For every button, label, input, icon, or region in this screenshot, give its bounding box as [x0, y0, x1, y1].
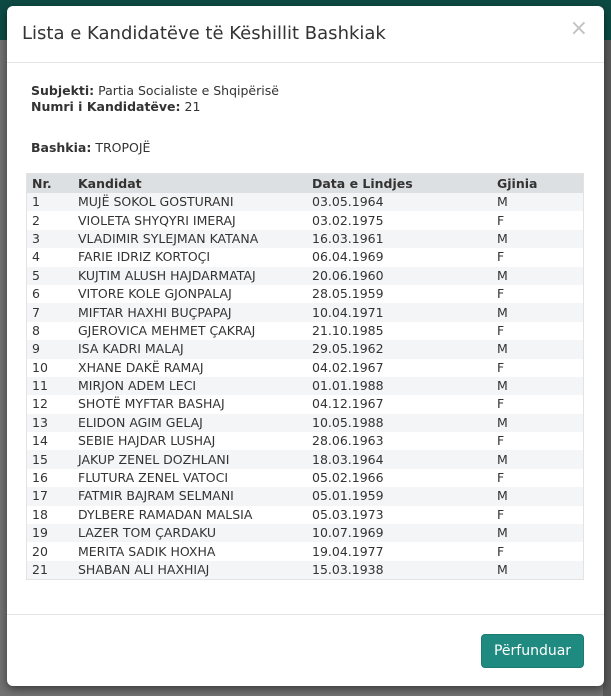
cell-nr: 3: [32, 230, 40, 246]
table-row: [27, 377, 584, 395]
cell-data-lindjes: 05.03.1973: [312, 506, 384, 522]
cell-nr: 18: [32, 506, 48, 522]
cell-gjinia: M: [497, 378, 508, 394]
column-header-data-lindjes: Data e Lindjes: [312, 176, 413, 191]
cell-kandidat: MIRJON ADEM LECI: [78, 378, 197, 394]
cell-kandidat: VLADIMIR SYLEJMAN KATANA: [78, 230, 259, 246]
cell-data-lindjes: 16.03.1961: [312, 230, 384, 246]
table-row: [27, 359, 584, 377]
cell-data-lindjes: 06.04.1969: [312, 249, 384, 265]
cell-gjinia: F: [497, 396, 505, 412]
cell-gjinia: F: [497, 322, 505, 338]
cell-kandidat: VITORE KOLE GJONPALAJ: [78, 286, 232, 302]
cell-nr: 19: [32, 525, 48, 541]
table-row: [27, 248, 584, 266]
cell-kandidat: SHABAN ALI HAXHIAJ: [78, 562, 210, 577]
table-row: [27, 487, 584, 505]
cell-data-lindjes: 28.05.1959: [312, 286, 384, 302]
cell-kandidat: MIFTAR HAXHI BUÇPAPAJ: [78, 304, 232, 320]
numri-line: [31, 99, 584, 115]
cell-gjinia: M: [497, 562, 508, 577]
cell-nr: 20: [32, 543, 48, 559]
cell-gjinia: F: [497, 359, 505, 375]
cell-gjinia: F: [497, 506, 505, 522]
table-row: [27, 193, 584, 211]
cell-data-lindjes: 03.05.1964: [312, 194, 384, 210]
table-row: [27, 322, 584, 340]
bashkia-value: TROPOJË: [95, 140, 151, 155]
cell-data-lindjes: 04.02.1967: [312, 359, 384, 375]
cell-gjinia: M: [497, 414, 508, 430]
modal-body: [7, 63, 604, 577]
subjekti-value: Partia Socialiste e Shqipërisë: [98, 83, 279, 98]
cell-data-lindjes: 19.04.1977: [312, 543, 384, 559]
cell-nr: 13: [32, 414, 48, 430]
cell-kandidat: GJEROVICA MEHMET ÇAKRAJ: [78, 322, 256, 338]
cell-kandidat: XHANE DAKË RAMAJ: [78, 359, 204, 375]
table-row: [27, 285, 584, 303]
table-row: [27, 414, 584, 432]
cell-nr: 7: [32, 304, 40, 320]
cell-nr: 1: [32, 194, 40, 210]
table-row: [27, 267, 584, 285]
bashkia-label: Bashkia:: [31, 140, 92, 155]
cell-nr: 15: [32, 451, 48, 467]
cell-kandidat: SHOTË MYFTAR BASHAJ: [78, 396, 225, 412]
table-row: [27, 542, 584, 560]
finish-button[interactable]: Përfunduar: [481, 634, 584, 668]
cell-data-lindjes: 03.02.1975: [312, 212, 384, 228]
table-row: [27, 303, 584, 321]
table-row: [27, 450, 584, 468]
cell-kandidat: ELIDON AGIM GELAJ: [78, 414, 203, 430]
cell-data-lindjes: 29.05.1962: [312, 341, 384, 357]
cell-data-lindjes: 21.10.1985: [312, 322, 384, 338]
cell-nr: 17: [32, 488, 48, 504]
cell-data-lindjes: 04.12.1967: [312, 396, 384, 412]
cell-gjinia: M: [497, 267, 508, 283]
cell-gjinia: F: [497, 470, 505, 486]
cell-gjinia: M: [497, 304, 508, 320]
cell-gjinia: M: [497, 488, 508, 504]
cell-data-lindjes: 10.07.1969: [312, 525, 384, 541]
table-row: [27, 506, 584, 524]
cell-kandidat: ISA KADRI MALAJ: [78, 341, 184, 357]
table-row: [27, 211, 584, 229]
table-row: [27, 432, 584, 450]
column-header-gjinia: Gjinia: [497, 176, 538, 191]
cell-kandidat: FLUTURA ZENEL VATOCI: [78, 470, 229, 486]
cell-nr: 6: [32, 286, 40, 302]
subjekti-label: Subjekti:: [31, 83, 95, 98]
cell-data-lindjes: 05.02.1966: [312, 470, 384, 486]
cell-nr: 9: [32, 341, 40, 357]
cell-data-lindjes: 15.03.1938: [312, 562, 384, 577]
cell-data-lindjes: 01.01.1988: [312, 378, 384, 394]
cell-kandidat: FATMIR BAJRAM SELMANI: [78, 488, 234, 504]
cell-gjinia: F: [497, 286, 505, 302]
cell-kandidat: SEBIE HAJDAR LUSHAJ: [78, 433, 216, 449]
cell-nr: 2: [32, 212, 40, 228]
candidates-table: [26, 173, 584, 580]
cell-gjinia: M: [497, 451, 508, 467]
table-row: [27, 524, 584, 542]
table-row: [27, 340, 584, 358]
cell-gjinia: M: [497, 341, 508, 357]
cell-gjinia: F: [497, 249, 505, 265]
cell-nr: 8: [32, 322, 40, 338]
cell-kandidat: LAZER TOM ÇARDAKU: [78, 525, 217, 541]
cell-nr: 16: [32, 470, 48, 486]
cell-nr: 10: [32, 359, 48, 375]
page-backdrop-edge: [603, 40, 611, 696]
cell-nr: 4: [32, 249, 40, 265]
cell-gjinia: F: [497, 543, 505, 559]
cell-data-lindjes: 10.04.1971: [312, 304, 384, 320]
table-row: [27, 395, 584, 413]
candidates-modal: [7, 6, 604, 686]
cell-data-lindjes: 10.05.1988: [312, 414, 384, 430]
table-row: [27, 230, 584, 248]
table-body: [27, 193, 584, 580]
table-header-row: [27, 174, 584, 194]
cell-data-lindjes: 18.03.1964: [312, 451, 384, 467]
subjekti-line: [31, 83, 584, 99]
numri-value: 21: [184, 99, 201, 114]
cell-gjinia: M: [497, 230, 508, 246]
column-header-kandidat: Kandidat: [78, 176, 142, 191]
cell-data-lindjes: 20.06.1960: [312, 267, 384, 283]
column-header-nr: Nr.: [32, 176, 52, 191]
cell-nr: 12: [32, 396, 48, 412]
cell-gjinia: F: [497, 433, 505, 449]
cell-data-lindjes: 05.01.1959: [312, 488, 384, 504]
cell-kandidat: DYLBERE RAMADAN MALSIA: [78, 506, 253, 522]
modal-header: [7, 6, 604, 63]
close-icon[interactable]: ×: [569, 16, 588, 41]
cell-nr: 21: [32, 562, 48, 577]
table-row: [27, 469, 584, 487]
cell-gjinia: M: [497, 194, 508, 210]
cell-nr: 5: [32, 267, 40, 283]
cell-data-lindjes: 28.06.1963: [312, 433, 384, 449]
cell-kandidat: KUJTIM ALUSH HAJDARMATAJ: [78, 267, 256, 283]
table-row: [27, 561, 584, 580]
cell-kandidat: FARIE IDRIZ KORTOÇI: [78, 249, 211, 265]
bashkia-line: [31, 140, 584, 156]
cell-kandidat: MERITA SADIK HOXHA: [78, 543, 216, 559]
cell-nr: 14: [32, 433, 48, 449]
modal-footer: [7, 614, 604, 686]
cell-kandidat: VIOLETA SHYQYRI IMERAJ: [78, 212, 236, 228]
cell-gjinia: F: [497, 212, 505, 228]
numri-label: Numri i Kandidatëve:: [31, 99, 181, 114]
cell-nr: 11: [32, 378, 48, 394]
cell-kandidat: JAKUP ZENEL DOZHLANI: [78, 451, 230, 467]
modal-title: Lista e Kandidatëve të Këshillit Bashkiak: [22, 23, 386, 44]
cell-gjinia: M: [497, 525, 508, 541]
cell-kandidat: MUJË SOKOL GOSTURANI: [78, 194, 234, 210]
